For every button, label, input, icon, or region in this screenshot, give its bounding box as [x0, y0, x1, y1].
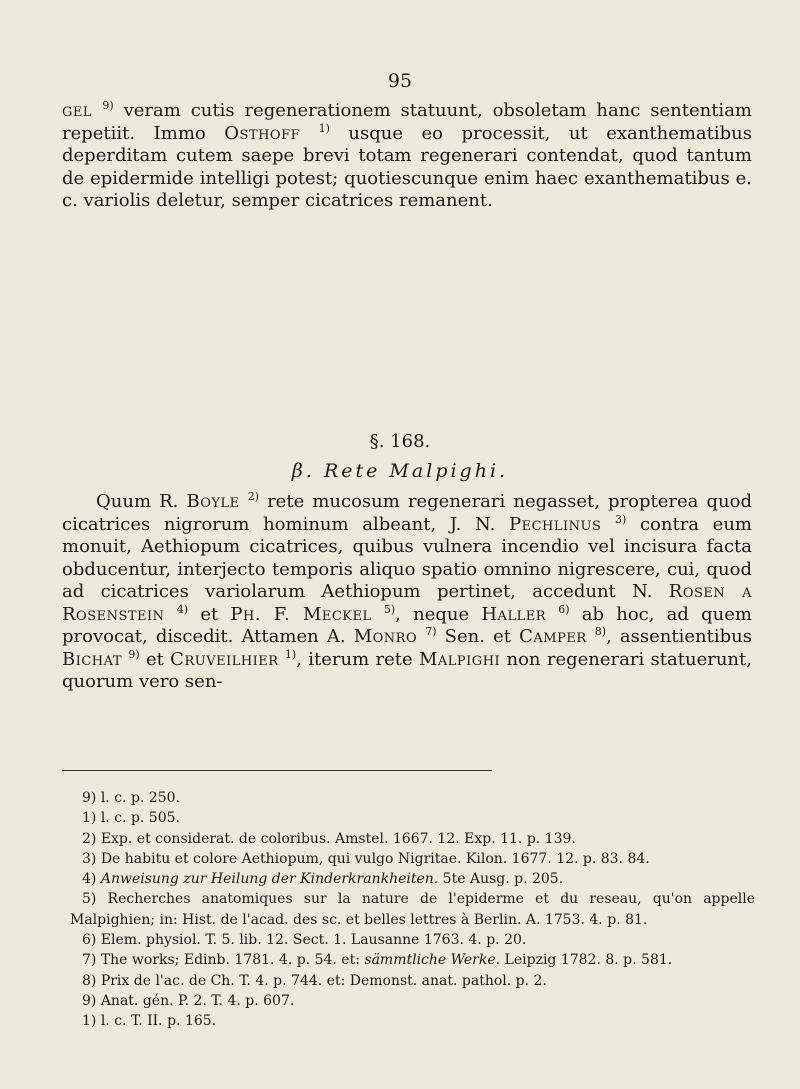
footnote: 1) l. c. p. 505.	[82, 810, 180, 827]
text-fragment: et	[139, 648, 171, 670]
footnote-ref: 1)	[318, 121, 330, 135]
footnote-ref: 7)	[425, 625, 437, 638]
footnote	[70, 950, 755, 970]
text-fragment: , assentientibus	[606, 626, 752, 647]
section-title: β. Rete Malpighi.	[291, 460, 509, 482]
author-name: Bichat	[62, 648, 122, 670]
text-fragment: veram cutis regenerationem statuunt, obsoletam hanc sententiam repetiit. Immo	[62, 100, 752, 144]
footnote-text: 5te Ausg. p. 205.	[438, 871, 564, 888]
footnote-ref: 4)	[176, 602, 189, 616]
footnote-title: sämmtliche Werke.	[364, 952, 501, 969]
text-fragment: contra eum monuit, Aethiopum cicatrices, quibus vulnera incendio vel incisura facta obducentur, interjecto temporis aliquo spatio omnino nigrescere, cui, quod ad cicatrices variolarum Aethiopum pertinet, accedunt N.	[62, 513, 752, 602]
author-name: Rosen a Rosenstein	[62, 581, 752, 625]
footnote: 5) Recherches anatomiques sur la nature de l'epiderme et du reseau, qu'on appelle Malpighien; in: Hist. de l'acad. des sc. et belles lettres à Berlin. A. 1753. 4. p. 81.	[70, 891, 755, 928]
text-fragment: , neque	[395, 603, 482, 625]
footnote-ref: 2)	[247, 490, 259, 503]
footnote-text: Leipzig 1782. 8. p. 581.	[500, 952, 673, 969]
author-name: Boyle	[186, 491, 240, 512]
text-fragment: Sen. et	[436, 626, 520, 647]
footnote-ref: 6)	[558, 602, 570, 616]
footnote: 2) Exp. et considerat. de coloribus. Amstel. 1667. 12. Exp. 11. p. 139.	[82, 830, 576, 847]
text-fragment: non regenerari statuerunt, quorum vero sen-	[62, 648, 752, 692]
text-fragment: ab hoc, ad quem provocat, discedit. Attamen A.	[62, 603, 752, 647]
footnote: 3) De habitu et colore Aethiopum, qui vulgo Nigritae. Kilon. 1677. 12. p. 83. 84.	[82, 850, 650, 867]
footnote: 1) l. c. T. II. p. 165.	[82, 1013, 217, 1030]
footnote-ref: 5)	[383, 602, 396, 616]
text-fragment: Quum R.	[96, 491, 187, 512]
footnote-ref: 1)	[284, 647, 297, 661]
author-name: Osthoff	[224, 122, 301, 144]
footnote: 8) Prix de l'ac. de Ch. T. 4. p. 744. et: Demonst. anat. pathol. p. 2.	[82, 972, 547, 989]
text-fragment: gel	[62, 100, 103, 121]
footnote: 6) Elem. physiol. T. 5. lib. 12. Sect. 1. Lausanne 1763. 4. p. 20.	[82, 932, 527, 949]
footnote-ref: 8)	[594, 625, 607, 638]
paragraph-main	[62, 491, 752, 694]
footnote-text: 7) The works; Edinb. 1781. 4. p. 54. et:	[82, 952, 365, 969]
footnote-ref: 9)	[102, 99, 114, 112]
page-number: 95	[387, 70, 413, 92]
text-fragment: , iterum rete	[296, 648, 419, 670]
text-fragment: rete mucosum regenerari negasset, propterea quod cicatrices nigrorum hominum albeant, J. N.	[62, 491, 752, 535]
footnotes	[70, 788, 755, 1032]
author-name: Pechlinus	[508, 513, 602, 535]
footnote-ref: 9)	[128, 647, 140, 661]
footnote-ref: 3)	[615, 512, 627, 526]
footnote	[70, 869, 755, 889]
footnote: 9) l. c. p. 250.	[82, 790, 180, 806]
footnote-divider	[62, 770, 492, 771]
text-fragment: usque eo processit, ut exanthematibus deperditam cutem saepe brevi totam regenerari contendat, quod tantum de epidermide intelligi potest; quotiescunque enim haec exanthematibus e. c. variolis deletur, semper cicatrices remanent.	[62, 122, 752, 211]
section-number: §. 168.	[369, 431, 431, 452]
footnote: 9) Anat. gén. P. 2. T. 4. p. 607.	[82, 992, 295, 1009]
author-name: Ph. F. Meckel	[230, 603, 372, 625]
author-name: Malpighi	[418, 648, 501, 670]
author-name: Haller	[481, 603, 546, 625]
footnote-number: 4)	[82, 871, 97, 888]
author-name: Camper	[519, 626, 587, 647]
paragraph-continuation	[62, 100, 752, 213]
author-name: Cruveilhier	[170, 648, 279, 670]
text-fragment: et	[188, 603, 231, 625]
footnote-title: Anweisung zur Heilung der Kinderkrankheiten.	[100, 871, 439, 888]
author-name: Monro	[353, 626, 418, 647]
